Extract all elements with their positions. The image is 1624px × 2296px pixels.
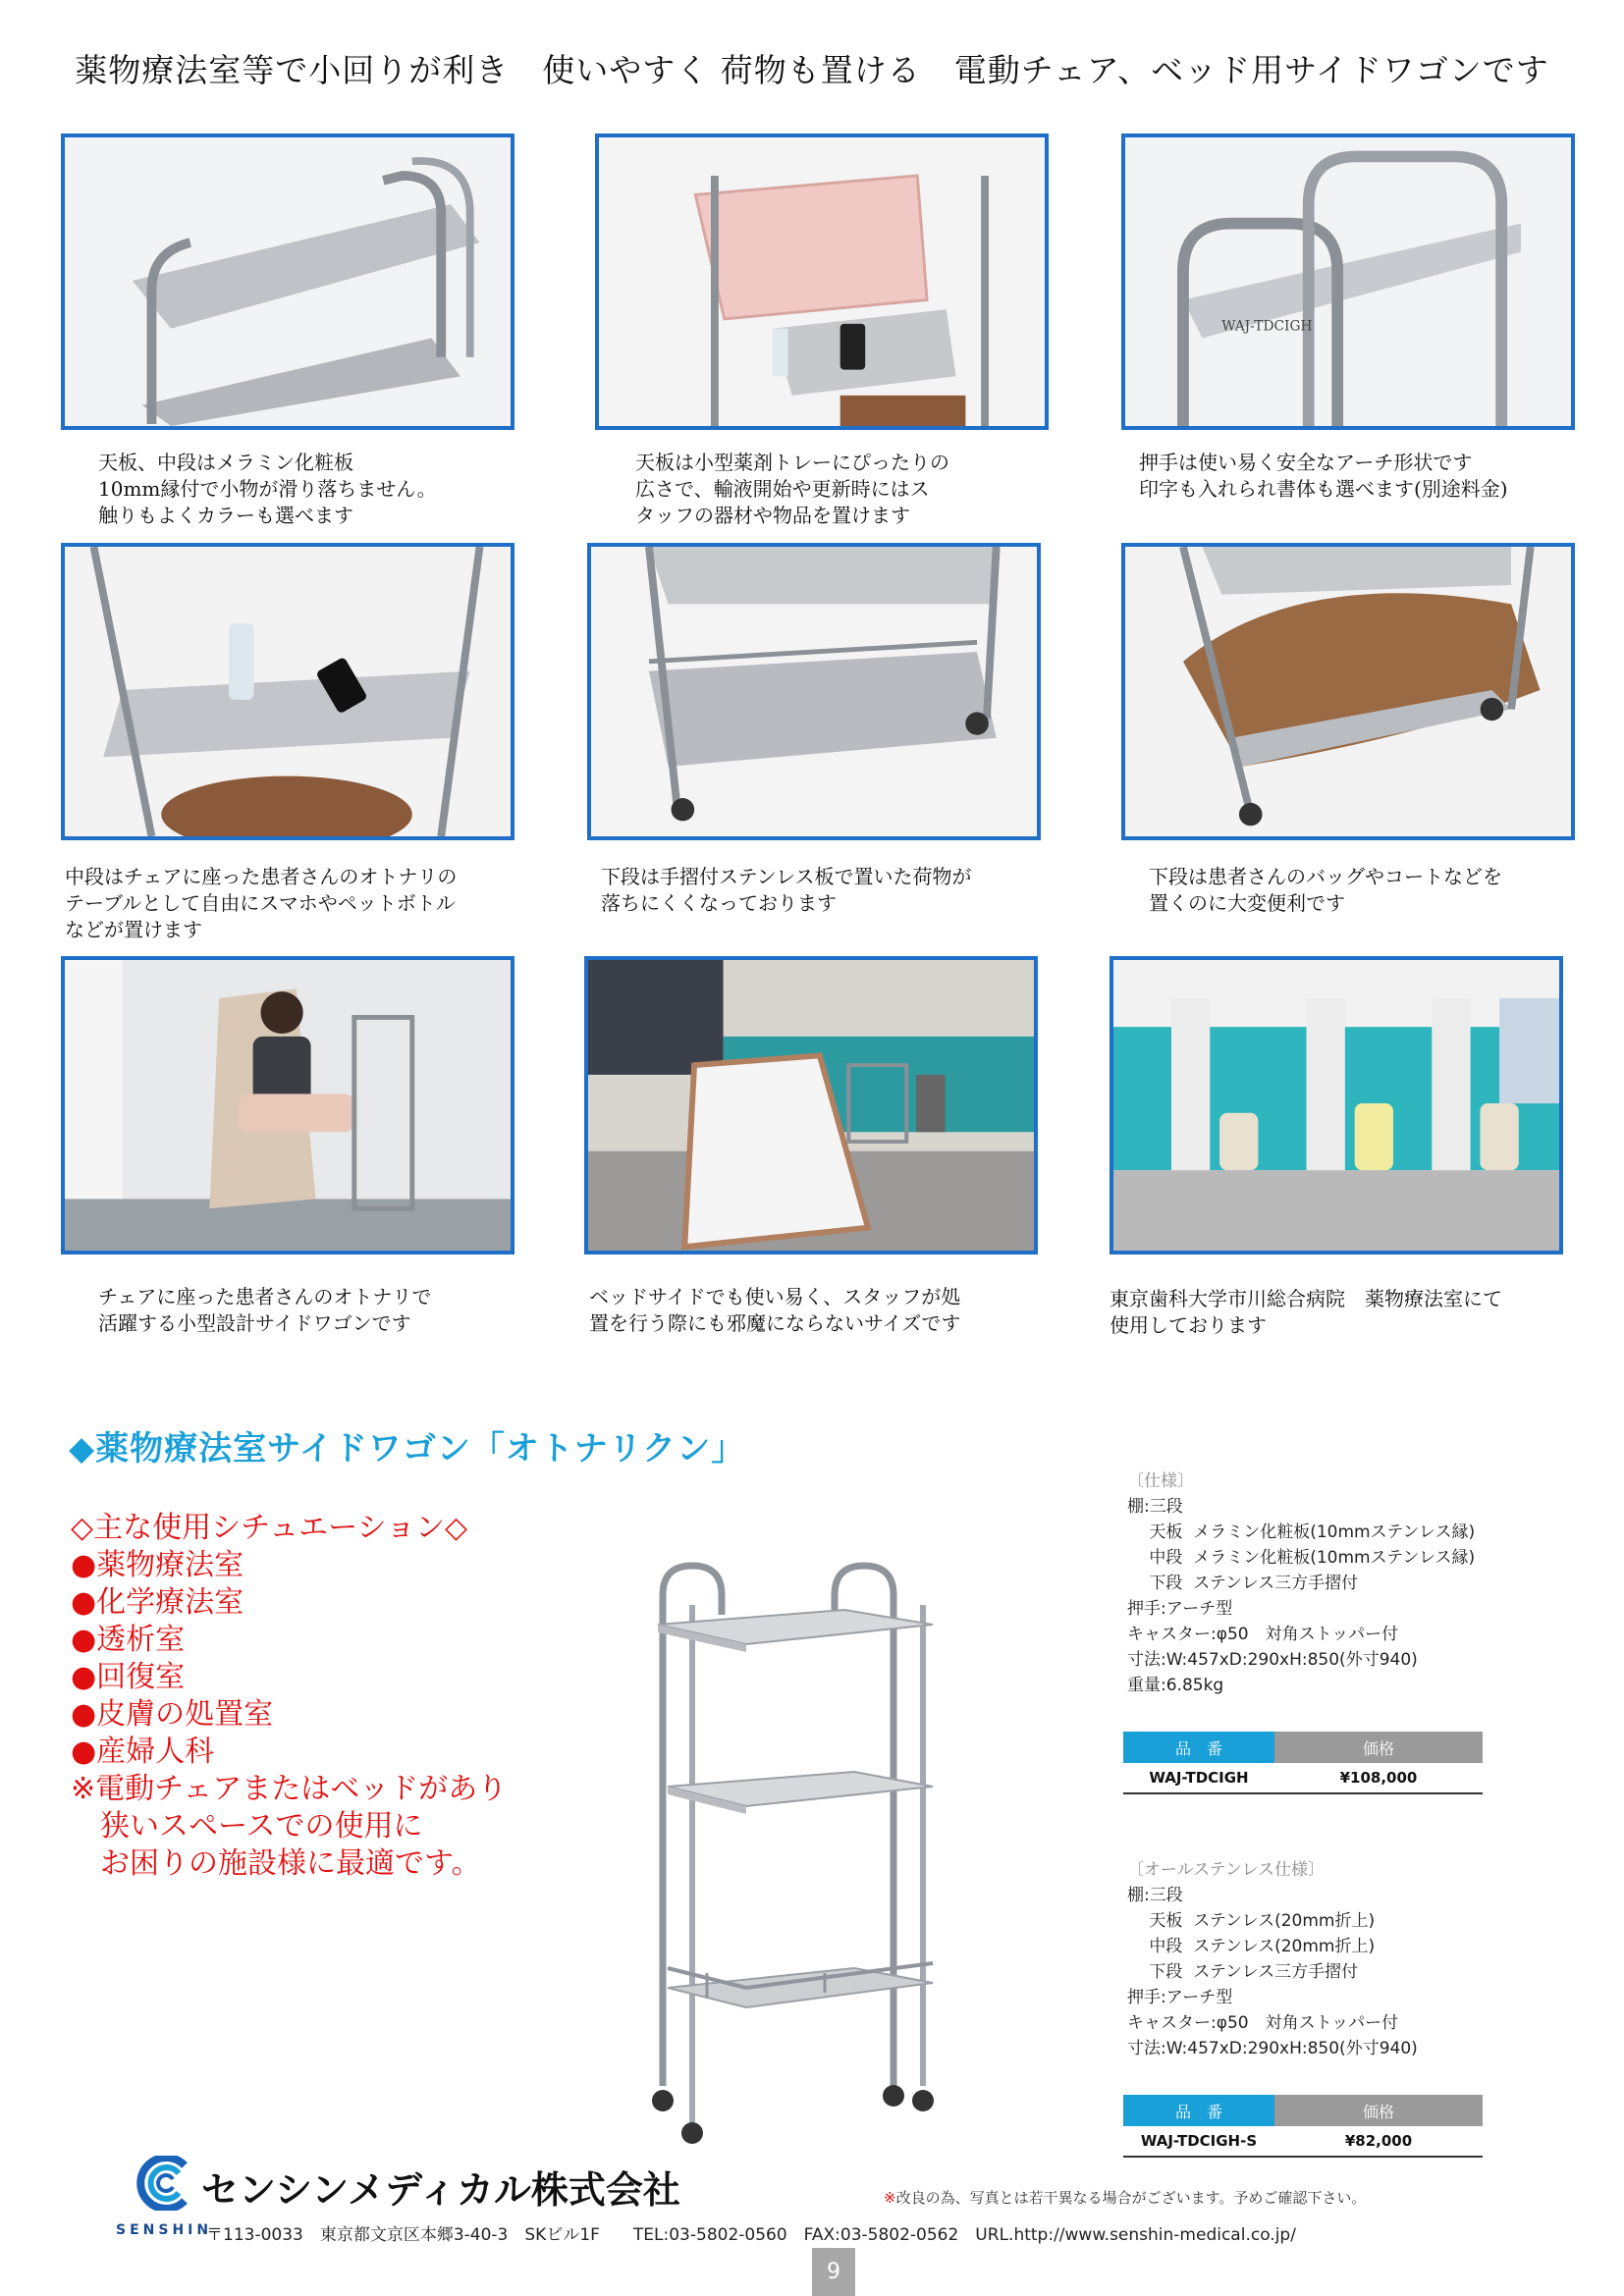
photo-patient-chair	[61, 956, 514, 1255]
page-headline: 薬物療法室等で小回りが利き 使いやすく 荷物も置ける 電動チェア、ベッド用サイドワゴンです	[75, 51, 1549, 89]
table-row	[1123, 2126, 1483, 2157]
spec-heading: 〔オールステンレス仕様〕	[1127, 1860, 1326, 1880]
price-table-standard	[1123, 1732, 1483, 1794]
spec-line: 寸法:W:457xD:290xH:850(外寸940)	[1127, 1650, 1418, 1670]
brand-label: SENSHIN	[116, 2222, 213, 2238]
spec-line: 下段 ステンレス三方手摺付	[1127, 1962, 1359, 1982]
photo-top-shelf	[61, 133, 514, 430]
price-table-stainless	[1123, 2095, 1483, 2158]
caption-3: 押手は使い易く安全なアーチ形状です 印字も入れられ書体も選べます(別途料金)	[1139, 451, 1508, 501]
use-item: ●化学療法室	[71, 1585, 244, 1620]
use-item: ●産婦人科	[71, 1735, 215, 1769]
section-title: ◆薬物療法室サイドワゴン「オトナリクン」	[69, 1429, 746, 1468]
caption-7: チェアに座った患者さんのオトナリで 活躍する小型設計サイドワゴンです	[98, 1285, 432, 1335]
spec-line: 天板 メラミン化粧板(10mmステンレス縁)	[1127, 1522, 1476, 1542]
spec-line: 押手:アーチ型	[1127, 1988, 1233, 2007]
uses-note: 狭いスペースでの使用に	[71, 1809, 423, 1843]
company-name: センシンメディカル株式会社	[201, 2168, 680, 2212]
col-price-header: 価格	[1274, 1732, 1483, 1763]
photo-arch-handle	[1121, 133, 1575, 430]
photo-bedside	[584, 956, 1038, 1255]
product-code: WAJ-TDCIGH-S	[1123, 2126, 1274, 2157]
photo-tray-on-top	[595, 133, 1049, 430]
use-item: ●皮膚の処置室	[71, 1697, 274, 1732]
spec-line: 中段 ステンレス(20mm折上)	[1127, 1937, 1376, 1956]
spec-line: 寸法:W:457xD:290xH:850(外寸940)	[1127, 2039, 1418, 2058]
caption-5: 下段は手摺付ステンレス板で置いた荷物が 落ちにくくなっております	[601, 865, 972, 915]
company-logo-icon	[116, 2156, 194, 2211]
col-code-header: 品 番	[1123, 1732, 1274, 1763]
col-price-header: 価格	[1274, 2095, 1483, 2126]
company-address: 〒113-0033 東京都文京区本郷3-40-3 SKビル1F TEL:03-5802-0560 FAX:03-5802-0562 URL.http://www.senshin-medical.co.jp/	[206, 2225, 1296, 2245]
caption-9: 東京歯科大学市川総合病院 薬物療法室にて 使用しております	[1110, 1287, 1502, 1337]
product-image-side-wagon	[628, 1536, 952, 2145]
caption-4: 中段はチェアに座った患者さんのオトナリの テーブルとして自由にスマホやペットボトル などが置けます	[65, 865, 458, 941]
spec-line: 棚:三段	[1127, 1886, 1183, 1905]
use-item: ●薬物療法室	[71, 1548, 244, 1582]
page-number: 9	[812, 2248, 855, 2296]
spec-standard	[1127, 1468, 1475, 1698]
uses-heading: ◇主な使用シチュエーション◇	[71, 1511, 468, 1545]
spec-line: 重量:6.85kg	[1127, 1676, 1224, 1695]
table-row	[1123, 1763, 1483, 1793]
caption-8: ベッドサイドでも使い易く、スタッフが処 置を行う際にも邪魔にならないサイズです	[589, 1285, 961, 1335]
photo-lower-rail-shelf	[587, 543, 1041, 840]
photo-hospital-room	[1110, 956, 1563, 1255]
uses-note: ※電動チェアまたはベッドがあり	[71, 1772, 508, 1806]
spec-line: 棚:三段	[1127, 1497, 1183, 1517]
col-code-header: 品 番	[1123, 2095, 1274, 2126]
photo-lower-shelf-bag	[1121, 543, 1575, 840]
product-price: ¥82,000	[1274, 2126, 1483, 2157]
photo-middle-shelf-items	[61, 543, 514, 840]
caption-6: 下段は患者さんのバッグやコートなどを 置くのに大変便利です	[1149, 865, 1502, 915]
use-item: ●透析室	[71, 1623, 186, 1657]
photo-notice	[884, 2187, 1366, 2208]
spec-line: キャスター:φ50 対角ストッパー付	[1127, 1625, 1399, 1644]
uses-note: お困りの施設様に最適です。	[71, 1846, 481, 1881]
spec-line: 押手:アーチ型	[1127, 1599, 1233, 1619]
product-code: WAJ-TDCIGH	[1123, 1763, 1274, 1793]
spec-line: 下段 ステンレス三方手摺付	[1127, 1574, 1359, 1593]
spec-line: 中段 メラミン化粧板(10mmステンレス縁)	[1127, 1548, 1476, 1568]
notice-text: 改良の為、写真とは若干異なる場合がございます。予めご確認下さい。	[895, 2189, 1367, 2207]
caption-2: 天板は小型薬剤トレーにぴったりの 広さで、輸液開始や更新時にはス タッフの器材や物品を置けます	[635, 451, 949, 527]
notice-mark: ※	[884, 2189, 896, 2207]
caption-1: 天板、中段はメラミン化粧板 10mm縁付で小物が滑り落ちません。 触りもよくカラーも選べます	[98, 451, 437, 527]
product-price: ¥108,000	[1274, 1763, 1483, 1793]
use-situations	[71, 1510, 507, 1883]
use-item: ●回復室	[71, 1660, 186, 1694]
spec-line: 天板 ステンレス(20mm折上)	[1127, 1911, 1376, 1931]
engraving-label: WAJ-TDCIGH	[1221, 318, 1313, 335]
spec-line: キャスター:φ50 対角ストッパー付	[1127, 2013, 1399, 2033]
spec-heading: 〔仕様〕	[1127, 1471, 1194, 1491]
spec-all-stainless	[1127, 1857, 1418, 2061]
